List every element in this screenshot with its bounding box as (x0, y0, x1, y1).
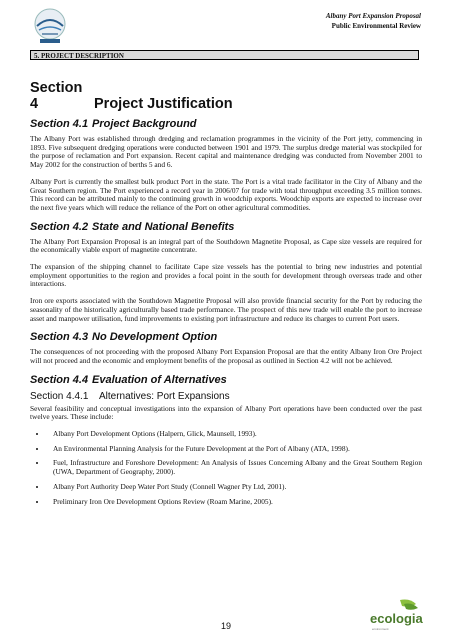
subsection-title: Alternatives: Port Expansions (99, 390, 230, 402)
paragraph: Iron ore exports associated with the Southdown Magnetite Proposal will also provide financial security for the Port by reducing the seasonality of the historically agriculturally based trade performance. The prospect of this new trade will enable the port to increase asset and manpower utilisation, fund improvements to existing port infrastructure and reduce its charges to current Port users. (30, 296, 422, 323)
header-title: Albany Port Expansion Proposal (325, 12, 421, 20)
chapter-number: Section 4 (30, 80, 83, 112)
chapter-title: Project Justification (94, 96, 233, 112)
section-number: Section 4.1 (30, 118, 89, 130)
section-4-4-heading (30, 374, 422, 386)
ecologia-logo (370, 598, 422, 632)
list-item: • Fuel, Infrastructure and Foreshore Development: An Analysis of Issues Concerning Albany and the Great Southern Region (UWA, Department of Geography, 2000). (47, 459, 422, 476)
reference-list (30, 430, 422, 506)
section-label: 5. PROJECT DESCRIPTION (30, 50, 419, 60)
page-number: 19 (220, 621, 231, 631)
paragraph: The Albany Port Expansion Proposal is an integral part of the Southdown Magnetite Proposal, as Cape size vessels are required for the economically viable export of magnetite concentrate. (30, 236, 422, 255)
list-item: • Albany Port Authority Deep Water Port Study (Connell Wagner Pty Ltd, 2001). (47, 483, 422, 492)
page-body (30, 80, 422, 512)
paragraph: The consequences of not proceeding with the proposed Albany Port Expansion Proposal are that the entity Albany Iron Ore Project will not proceed and the economic and employment benefits of the proposal as outlined in Section 4.2 will not be achieved. (30, 347, 422, 365)
section-number: Section 4.2 (30, 220, 89, 233)
section-title: Evaluation of Alternatives (92, 373, 227, 386)
document-header (326, 11, 421, 31)
list-item: • An Environmental Planning Analysis for the Future Development at the Port of Albany (ATA, 1998). (47, 445, 422, 454)
list-item: • Albany Port Development Options (Halpern, Glick, Maunsell, 1993). (47, 430, 422, 439)
paragraph: The expansion of the shipping channel to facilitate Cape size vessels has the potential to bring new industries and potential employment opportunities to the region and provides a focal point in the south for development through overseas trade and other interactions. (30, 262, 422, 289)
section-4-3-heading (30, 331, 422, 343)
albany-port-logo (30, 6, 70, 46)
logo-tagline: environment (372, 627, 389, 631)
chapter-heading (30, 80, 422, 112)
logo-wordmark: ecologia (370, 611, 423, 626)
subsection-4-4-1-heading (30, 391, 422, 402)
list-item: • Preliminary Iron Ore Development Options Review (Roam Marine, 2005). (47, 498, 422, 507)
section-title: No Development Option (92, 331, 218, 344)
section-title: State and National Benefits (92, 220, 235, 233)
paragraph: The Albany Port was established through dredging and reclamation programmes in the vicinity of the Port jetty, commencing in 1893. Five subsequent dredging operations were conducted between 1901 and 1979. The surplus dredge material was stockpiled for the purpose of reclamation and Port expansion. Recent capital and maintenance dredging was conducted from November 2001 to May 2002 for the construction of berths 5 and 6. (30, 134, 422, 170)
section-title: Project Background (92, 118, 197, 130)
section-4-2-heading (30, 221, 422, 233)
paragraph: Albany Port is currently the smallest bulk product Port in the state. The Port is a vital trade facilitator in the City of Albany and the Great Southern region. The Port experienced a record year in 2006/07 for trade with total throughput exceeding 3.5 million tonnes. This record can be attributed mainly to the continuing growth in woodchip exports. Woodchip exports are expected to increase over the next five years which will reduce the reliance of the Port on other agricultural commodities. (30, 176, 422, 212)
paragraph: Several feasibility and conceptual investigations into the expansion of Albany Port operations have been conducted over the past twelve years. These include: (30, 403, 422, 422)
section-number: Section 4.3 (30, 331, 89, 344)
subsection-number: Section 4.4.1 (30, 390, 89, 402)
section-4-1-heading (30, 118, 422, 130)
section-number: Section 4.4 (30, 373, 89, 386)
header-subtitle: Public Environmental Review (331, 22, 421, 30)
